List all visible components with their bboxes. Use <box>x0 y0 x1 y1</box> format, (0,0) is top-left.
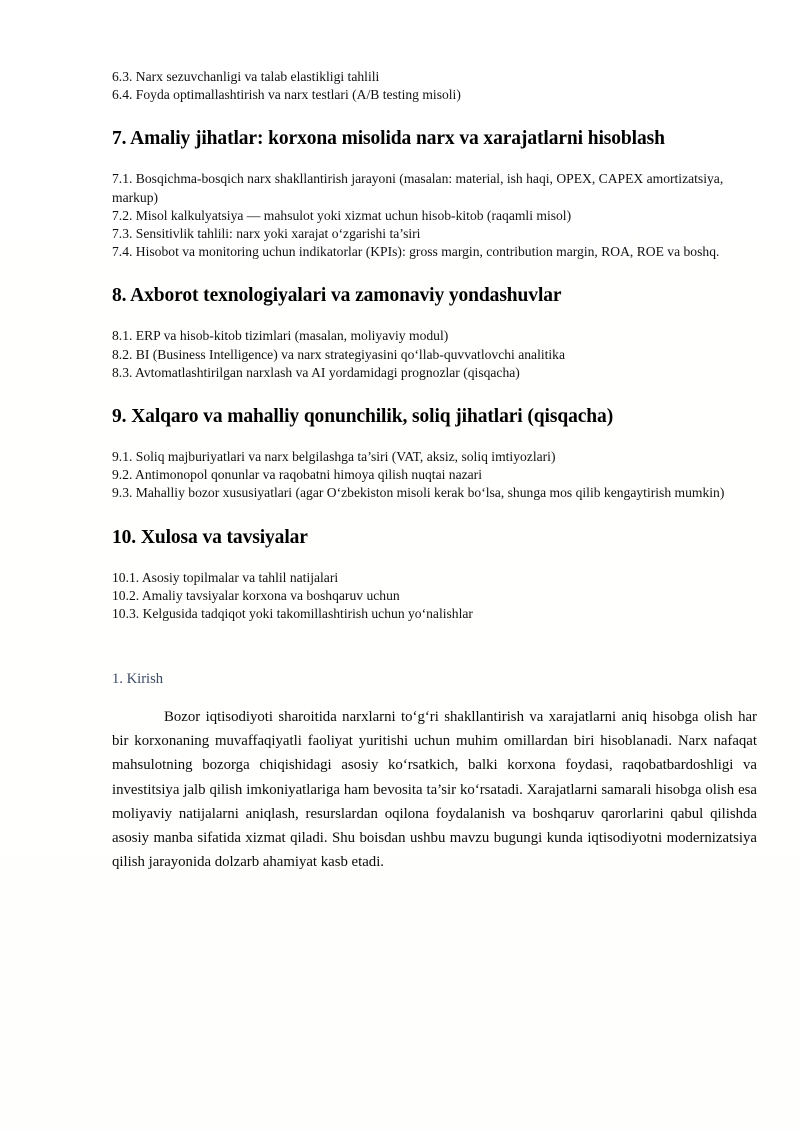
spacer <box>112 503 757 525</box>
outline-item: 9.3. Mahalliy bozor xususiyatlari (agar O‘zbekiston misoli kerak bo‘lsa, shunga mos qilib kengaytirish mumkin) <box>112 485 725 501</box>
outline-item: 8.1. ERP va hisob-kitob tizimlari (masalan, moliyaviy modul) <box>112 328 449 344</box>
outline-item: 8.2. BI (Business Intelligence) va narx strategiyasini qo‘llab-quvvatlovchi analitika <box>112 346 566 362</box>
intro-heading: 1. Kirish <box>112 671 164 688</box>
outline-group-9 <box>112 448 757 503</box>
outline-item: 6.3. Narx sezuvchanligi va talab elastikligi tahlili <box>112 69 380 84</box>
spacer <box>112 551 757 569</box>
spacer <box>112 261 757 283</box>
intro-paragraph: Bozor iqtisodiyoti sharoitida narxlarni to‘g‘ri shakllantirish va xarajatlarni aniq hisobga olish har bir korxonaning muvaffaqiyatli faoliyat yuritishi uchun muhim omillardan biri hisoblanadi. Narx nafaqat mahsulotning bozorga chiqishidagi asosiy ko‘rsatkich, balki korxona foydasi, raqobatbardoshligi va investitsiya jalb qilish imkoniyatlariga ham bevosita ta’sir ko‘rsatadi. Xarajatlarni samarali hisobga olish esa moliyaviy natijalarni aniqlash, resurslardan oqilona foydalanish va boshqaruv qarorlarini qabul qilishda asosiy manba sifatida xizmat qiladi. Shu boisdan ushbu mavzu bugungi kunda iqtisodiyotni modernizatsiya qilish jarayonida dolzarb ahamiyat kasb etadi. <box>112 709 757 870</box>
outline-item: 8.3. Avtomatlashtirilgan narxlash va AI yordamidagi prognozlar (qisqacha) <box>112 364 520 380</box>
outline-item: 10.3. Kelgusida tadqiqot yoki takomillashtirish uchun yo‘nalishlar <box>112 606 473 622</box>
outline-group-7 <box>112 170 757 261</box>
spacer <box>112 689 757 705</box>
outline-item: 10.1. Asosiy topilmalar va tahlil natijalari <box>112 569 339 585</box>
spacer <box>112 309 757 327</box>
outline-group-10 <box>112 569 757 624</box>
outline-group-8 <box>112 327 757 382</box>
outline-item: 7.4. Hisobot va monitoring uchun indikatorlar (KPIs): gross margin, contribution margin, ROA, ROE va boshq. <box>112 244 720 260</box>
section-heading-8: 8. Axborot texnologiyalari va zamonaviy yondashuvlar <box>112 285 562 307</box>
section-heading-9: 9. Xalqaro va mahalliy qonunchilik, soliq jihatlari (qisqacha) <box>112 406 614 428</box>
outline-item: 10.2. Amaliy tavsiyalar korxona va boshqaruv uchun <box>112 587 400 603</box>
outline-item: 6.4. Foyda optimallashtirish va narx testlari (A/B testing misoli) <box>112 87 461 103</box>
outline-item: 7.2. Misol kalkulyatsiya — mahsulot yoki xizmat uchun hisob-kitob (raqamli misol) <box>112 207 572 223</box>
outline-item: 7.3. Sensitivlik tahlili: narx yoki xarajat o‘zgarishi ta’siri <box>112 226 421 242</box>
spacer <box>112 104 757 126</box>
spacer <box>112 430 757 448</box>
spacer <box>112 382 757 404</box>
document-body <box>112 68 757 874</box>
outline-item: 7.1. Bosqichma-bosqich narx shakllantirish jarayoni (masalan: material, ish haqi, OPEX, CAPEX amortizatsiya, markup) <box>112 171 724 205</box>
spacer <box>112 152 757 170</box>
outline-item: 9.2. Antimonopol qonunlar va raqobatni himoya qilish nuqtai nazari <box>112 467 482 483</box>
outline-group-6 <box>112 68 757 104</box>
outline-item: 9.1. Soliq majburiyatlari va narx belgilashga ta’siri (VAT, aksiz, soliq imtiyozlari) <box>112 449 556 465</box>
spacer <box>112 623 757 669</box>
section-heading-10: 10. Xulosa va tavsiyalar <box>112 526 308 548</box>
section-heading-7: 7. Amaliy jihatlar: korxona misolida narx va xarajatlarni hisoblash <box>112 128 665 150</box>
